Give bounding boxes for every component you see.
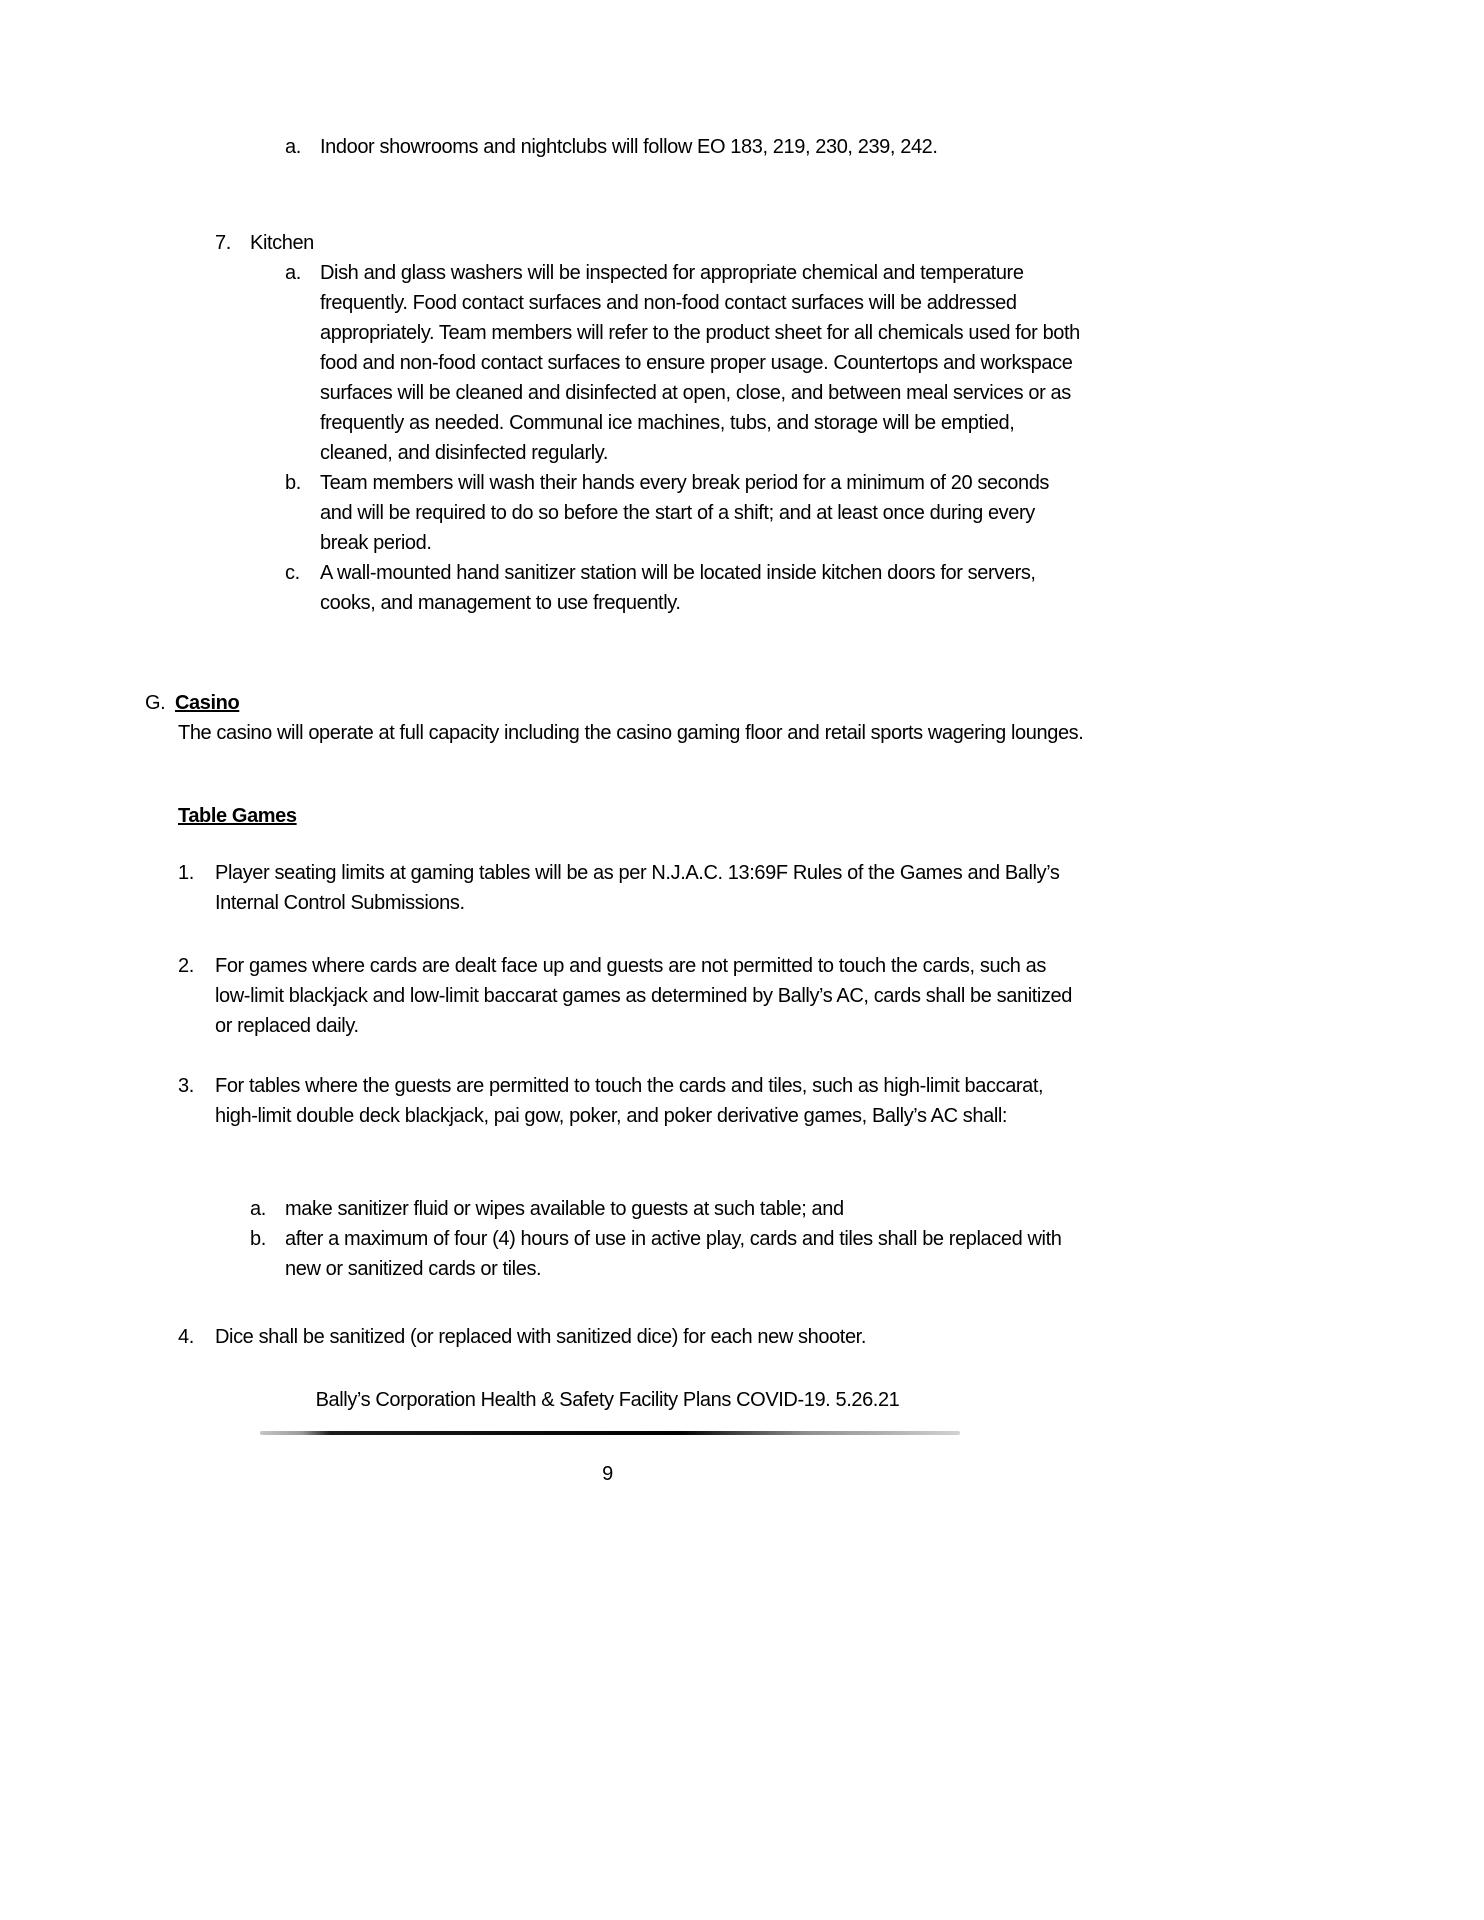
list-item-text: Dish and glass washers will be inspected for appropriate chemical and temperature frequently. Food contact surfaces and non-food contact surfaces will be addressed appropriately. Team members will refer to the product sheet for all chemicals used for both food and non-food contact surfaces to ensure proper usage. Countertops and workspace surfaces will be cleaned and disinfected at open, close, and between meal services or as frequently as needed. Communal ice machines, tubs, and storage will be emptied, cleaned, and disinfected regularly.	[320, 262, 1080, 464]
list-item-hand-washing	[285, 468, 1085, 558]
list-item-text: after a maximum of four (4) hours of use in active play, cards and tiles shall be replaced with new or sanitized cards or tiles.	[285, 1228, 1062, 1280]
list-marker: 4.	[178, 1326, 194, 1348]
footer-divider	[260, 1431, 960, 1435]
list-marker: 3.	[178, 1075, 194, 1097]
section-table-games	[145, 801, 1085, 1352]
list-item-dish-washers	[285, 258, 1085, 468]
kitchen-heading-item	[215, 228, 1085, 258]
list-item-indoor-showrooms	[285, 132, 1085, 162]
list-item-face-up-cards	[178, 951, 1085, 1041]
section-showrooms-item	[145, 132, 1085, 162]
kitchen-title: Kitchen	[250, 232, 314, 254]
list-item-text: A wall-mounted hand sanitizer station will be located inside kitchen doors for servers, cooks, and management to use frequently.	[320, 562, 1036, 614]
list-marker: a.	[250, 1198, 266, 1220]
section-kitchen	[145, 228, 1085, 618]
list-item-text: For games where cards are dealt face up and guests are not permitted to touch the cards, such as low-limit blackjack and low-limit baccarat games as determined by Bally’s AC, cards shall be sanitized or replaced daily.	[215, 955, 1072, 1037]
list-item-sanitizer-station	[285, 558, 1085, 618]
table-games-heading: Table Games	[178, 805, 297, 827]
list-item-text: Dice shall be sanitized (or replaced with sanitized dice) for each new shooter.	[215, 1326, 866, 1348]
list-item-text: For tables where the guests are permitted to touch the cards and tiles, such as high-limit baccarat, high-limit double deck blackjack, pai gow, poker, and poker derivative games, Bally’s AC shall:	[215, 1075, 1044, 1127]
section-casino	[145, 688, 1085, 748]
list-marker: b.	[250, 1228, 266, 1250]
list-marker: 2.	[178, 955, 194, 977]
list-item-text: Team members will wash their hands every break period for a minimum of 20 seconds and will be required to do so before the start of a shift; and at least once during every break period.	[320, 472, 1050, 554]
page-footer	[145, 1385, 1070, 1489]
list-item-sanitizer-wipes	[250, 1194, 1085, 1224]
list-item-dice-sanitized	[178, 1322, 1085, 1352]
list-item-touch-cards	[178, 1071, 1085, 1131]
list-marker: 7.	[215, 232, 231, 254]
casino-body-text: The casino will operate at full capacity including the casino gaming floor and retail sports wagering lounges.	[178, 722, 1084, 744]
list-marker: a.	[285, 262, 301, 284]
table-games-heading-wrap	[178, 801, 1085, 831]
page-number: 9	[602, 1463, 613, 1485]
list-item-text: make sanitizer fluid or wipes available to guests at such table; and	[285, 1198, 844, 1220]
item3-subitems	[145, 1194, 1085, 1284]
list-item-seating-limits	[178, 858, 1085, 918]
casino-heading-item	[145, 688, 1085, 718]
list-item-text: Indoor showrooms and nightclubs will follow EO 183, 219, 230, 239, 242.	[320, 136, 938, 158]
casino-heading-wrap	[175, 688, 1085, 718]
list-item-card-replacement	[250, 1224, 1085, 1284]
list-item-text: Player seating limits at gaming tables will be as per N.J.A.C. 13:69F Rules of the Games and Bally’s Internal Control Submissions.	[215, 862, 1060, 914]
list-marker: b.	[285, 472, 301, 494]
list-marker: G.	[145, 692, 166, 714]
list-marker: a.	[285, 136, 301, 158]
footer-text: Bally’s Corporation Health & Safety Facility Plans COVID-19. 5.26.21	[315, 1389, 900, 1411]
casino-heading: Casino	[175, 692, 240, 714]
list-marker: c.	[285, 562, 300, 584]
list-marker: 1.	[178, 862, 194, 884]
